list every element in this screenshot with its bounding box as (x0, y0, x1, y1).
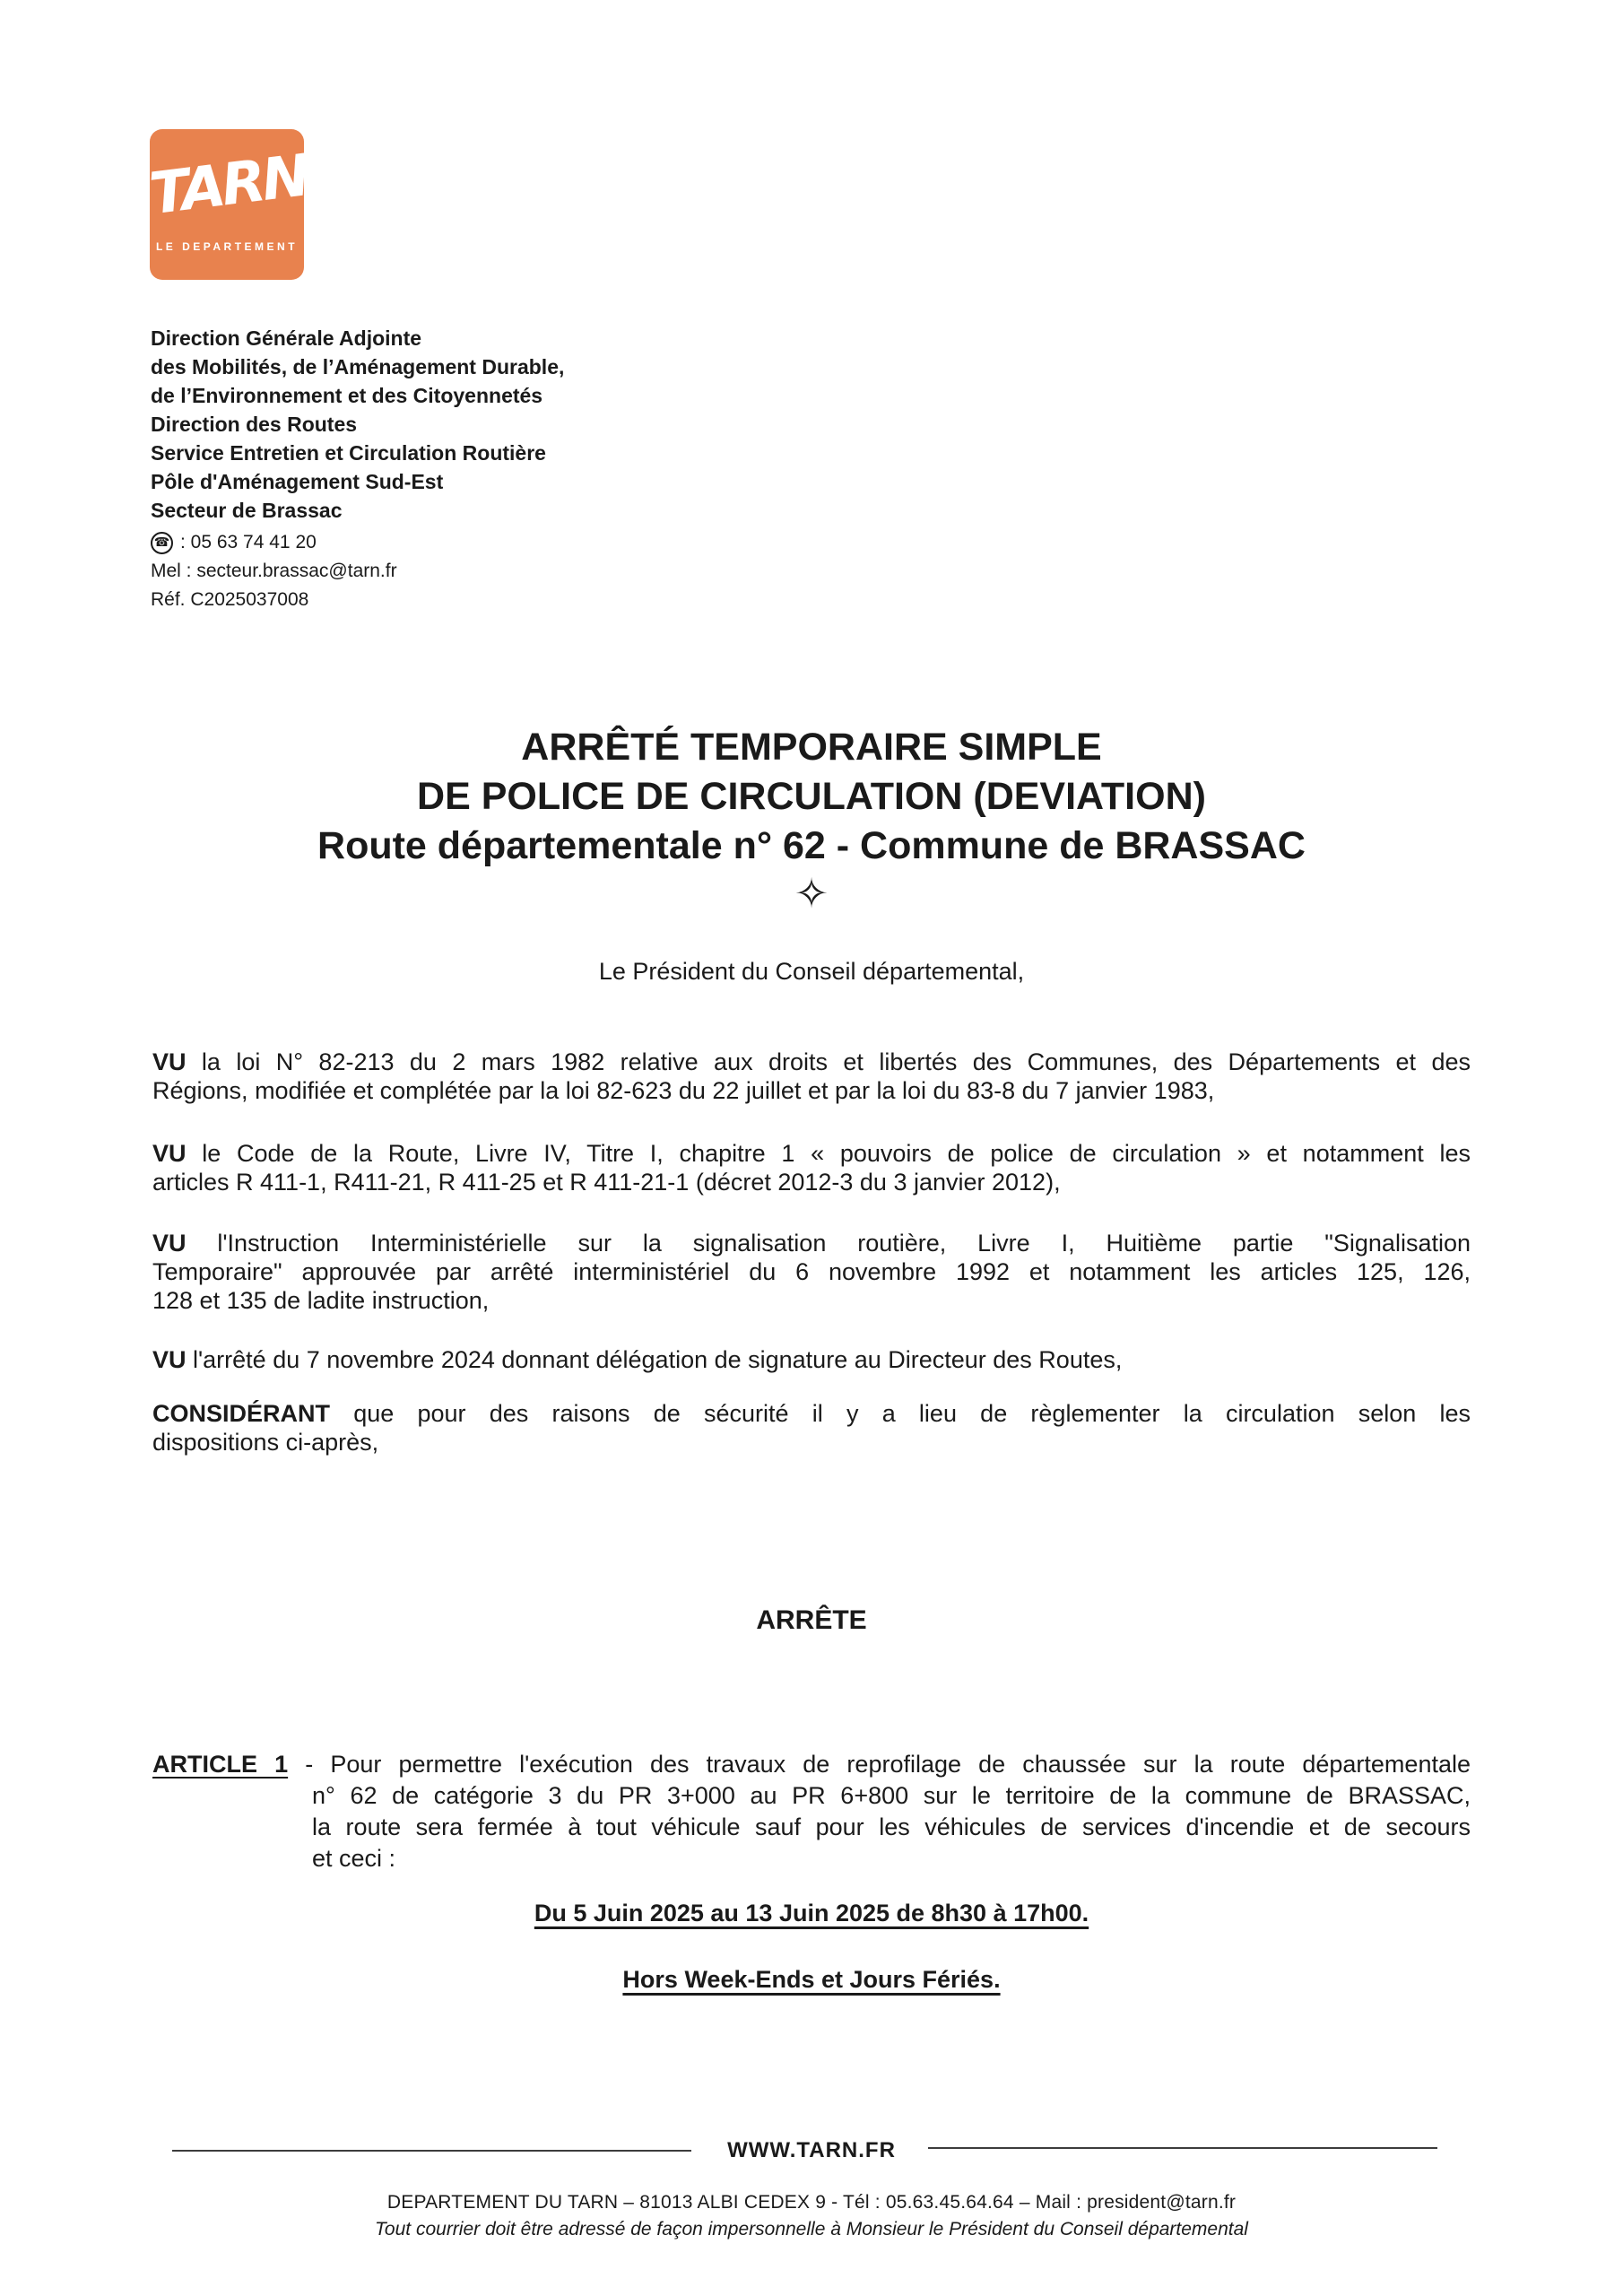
letterhead-line: Direction des Routes (151, 413, 358, 436)
letterhead-contact-block (151, 528, 397, 614)
phone-row (151, 528, 397, 557)
decree-heading: ARRÊTE (756, 1605, 867, 1635)
recital-line (152, 1229, 1471, 1257)
article-label: ARTICLE 1 (152, 1751, 289, 1778)
letterhead-line: Secteur de Brassac (151, 499, 343, 522)
letterhead-line: Pôle d'Aménagement Sud-Est (151, 470, 444, 493)
letterhead-line: Service Entretien et Circulation Routière (151, 441, 546, 465)
recital-text: que pour des raisons de sécurité il y a lieu de règlementer la circulation selon les (330, 1400, 1471, 1427)
logo-subtitle: LE DEPARTEMENT (155, 240, 299, 253)
recital-lead: CONSIDÉRANT (152, 1400, 331, 1427)
exception-text: Hors Week-Ends et Jours Fériés. (622, 1966, 1001, 1993)
article-line: et ceci : (312, 1845, 396, 1872)
recital-text: le Code de la Route, Livre IV, Titre I, chapitre 1 « pouvoirs de police de circulation » et notamment les (186, 1140, 1471, 1167)
reference-number: Réf. C2025037008 (151, 589, 309, 610)
footer-website: WWW.TARN.FR (727, 2138, 896, 2162)
recital-line: dispositions ci-après, (152, 1429, 379, 1456)
article-1 (152, 1749, 1471, 1874)
article-line: la route sera fermée à tout véhicule sauf pour les véhicules de services d'incendie et de secours (312, 1813, 1471, 1840)
article-text: - Pour permettre l'exécution des travaux de reprofilage de chaussée sur la route départementale (288, 1751, 1471, 1778)
recital-text: l'arrêté du 7 novembre 2024 donnant délégation de signature au Directeur des Routes, (186, 1346, 1123, 1373)
footer-address-line: DEPARTEMENT DU TARN – 81013 ALBI CEDEX 9 - Tél : 05.63.45.64.64 – Mail : president@tarn.fr (386, 2192, 1237, 2213)
letterhead-line: Direction Générale Adjointe (151, 326, 422, 350)
recital-line: Temporaire" approuvée par arrêté interministériel du 6 novembre 1992 et notamment les articles 125, 126, (152, 1258, 1471, 1285)
recital-considerant (152, 1399, 1471, 1457)
email-line: Mel : secteur.brassac@tarn.fr (151, 561, 397, 581)
recital-text: l'Instruction Interministérielle sur la signalisation routière, Livre I, Huitième partie "Signalisation (186, 1230, 1471, 1257)
recital-lead: VU (152, 1346, 187, 1373)
salutation-line: Le Président du Conseil départemental, (598, 958, 1025, 985)
recital-line (152, 1399, 1471, 1428)
document-title (0, 723, 1623, 871)
recital-line (152, 1048, 1471, 1076)
recital-line: 128 et 135 de ladite instruction, (152, 1287, 490, 1314)
footer-notice-line: Tout courrier doit être adressé de façon impersonnelle à Monsieur le Président du Conseil départemental (375, 2219, 1248, 2239)
title-line-1: ARRÊTÉ TEMPORAIRE SIMPLE (521, 726, 1102, 769)
phone-number: : 05 63 74 41 20 (180, 532, 317, 552)
exception-line (0, 1966, 1623, 1994)
recital-lead: VU (152, 1048, 187, 1075)
letterhead-line: de l’Environnement et des Citoyennetés (151, 384, 543, 407)
article-line (152, 1749, 1471, 1780)
logo-wordmark: TARN (146, 143, 310, 229)
title-line-3: Route départementale n° 62 - Commune de BRASSAC (317, 824, 1306, 867)
work-period-line (0, 1900, 1623, 1927)
recital-line (152, 1139, 1471, 1168)
tarn-department-logo (146, 129, 310, 280)
recital-lead: VU (152, 1230, 187, 1257)
recital-vu-loi-1982 (152, 1048, 1471, 1105)
title-line-2: DE POLICE DE CIRCULATION (DEVIATION) (417, 775, 1206, 818)
recital-line: Régions, modifiée et complétée par la loi 82-623 du 22 juillet et par la loi du 83-8 du 7 janvier 1983, (152, 1077, 1215, 1104)
letterhead-agency-block (151, 324, 564, 525)
recital-vu-code-route (152, 1139, 1471, 1196)
recital-lead: VU (152, 1140, 187, 1167)
recital-line (152, 1345, 1471, 1374)
letterhead-line: des Mobilités, de l’Aménagement Durable, (151, 355, 565, 378)
recital-text: la loi N° 82-213 du 2 mars 1982 relative aux droits et libertés des Communes, des Départements et des (186, 1048, 1471, 1075)
work-period-text: Du 5 Juin 2025 au 13 Juin 2025 de 8h30 à 17h00. (534, 1900, 1089, 1926)
phone-icon: ☎ (151, 532, 173, 554)
recital-line: articles R 411-1, R411-21, R 411-25 et R 411-21-1 (décret 2012-3 du 3 janvier 2012), (152, 1169, 1061, 1196)
article-line: n° 62 de catégorie 3 du PR 3+000 au PR 6+800 sur le territoire de la commune de BRASSAC, (312, 1782, 1471, 1809)
star-ornament-icon: ✧ (794, 869, 829, 918)
recital-vu-instruction (152, 1229, 1471, 1315)
recital-vu-arrete-delegation (152, 1345, 1471, 1374)
